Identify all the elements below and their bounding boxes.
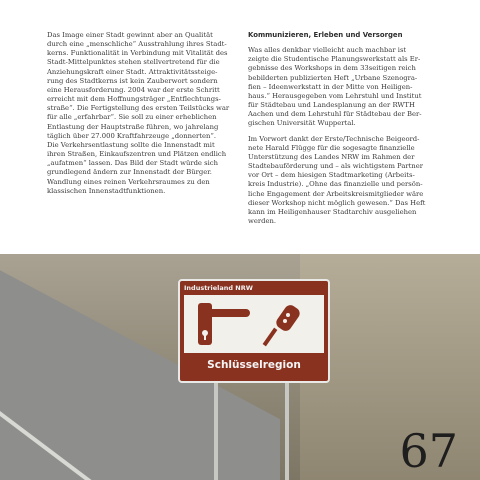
section-heading: Kommunizieren, Erleben und Versorgen xyxy=(248,31,403,39)
tourist-sign xyxy=(178,279,330,383)
left-paragraph: Das Image einer Stadt gewinnt aber an Qualität durch eine „menschliche“ Ausstrahlung ihres Stadt- kerns. Funktionalität in Verbindung mit Vitalität des Stadt-Mittelpunktes stehen stellvertretend für die Anziehungskraft einer Stadt. Attraktivitätssteige- rung des Stadtkerns ist kein Zauberwort sondern eine Herausforderung. 2004 war der erste Schritt erreicht mit dem Hoffnungsträger „Entflechtungs- straße“. Die Fertigstellung des ersten Teilstücks war für alle „erfahrbar“. Sie soll zu einer erheblichen Entlastung der Hauptstraße führen, wo jahrelang täglich über 27.000 Kraftfahrzeuge „donnerten“. Die Verkehrsentlastung sollte die Innenstadt mit ihren Straßen, Einkaufszentren und Plätzen endlich „aufatmen“ lassen. Das Bild der Stadt würde sich grundlegend ändern zur Innenstadt der Bürger. Wandlung eines reinen Verkehrsraumes zu den klassischen Innenstadtfunktionen. xyxy=(47,31,230,195)
sign-pictogram-panel xyxy=(184,295,324,353)
page-number: 67 xyxy=(399,424,458,478)
right-paragraph-1: Was alles denkbar vielleicht auch machbar ist zeigte die Studentische Planungswerkstatt als Er- gebnisse des Workshops in dem 33seitigen reich bebilderten publizierten Heft „Urbane Szenogra- fien – Ideenwerkstatt in der Mitte von Heiligen- haus.“ Herausgegeben vom Lehrstuhl und Institut für Städtebau und Landesplanung an der RWTH Aachen und dem Lehrstuhl für Städtebau der Ber- gischen Universität Wuppertal. xyxy=(248,46,422,128)
left-text-column xyxy=(47,31,232,202)
right-paragraph-2: Im Vorwort dankt der Erste/Technische Beigeord- nete Harald Flügge für die sogesagte finanzielle Unterstützung des Landes NRW im Rahmen der Stadtebauförderung und – als wichtigstem Partner vor Ort – dem hiesigen Stadtmarketing (Arbeits- kreis Industrie). „Ohne das finanzielle und persön- liche Engagement der Arbeitskreismitglieder wäre dieser Workshop nicht möglich gewesen.“ Das Heft kann im Heiligenhauser Stadtarchiv ausgeliehen werden. xyxy=(248,134,426,225)
road-sign-photo xyxy=(0,254,480,480)
car-key-icon xyxy=(263,303,302,347)
door-handle-icon xyxy=(198,303,250,345)
right-text-column xyxy=(248,31,438,232)
sign-bottom-label: Schlüsselregion xyxy=(207,359,301,371)
sign-pole-left xyxy=(214,372,218,480)
sign-top-label: Industrieland NRW xyxy=(184,284,253,292)
sign-pole-right xyxy=(285,372,289,480)
